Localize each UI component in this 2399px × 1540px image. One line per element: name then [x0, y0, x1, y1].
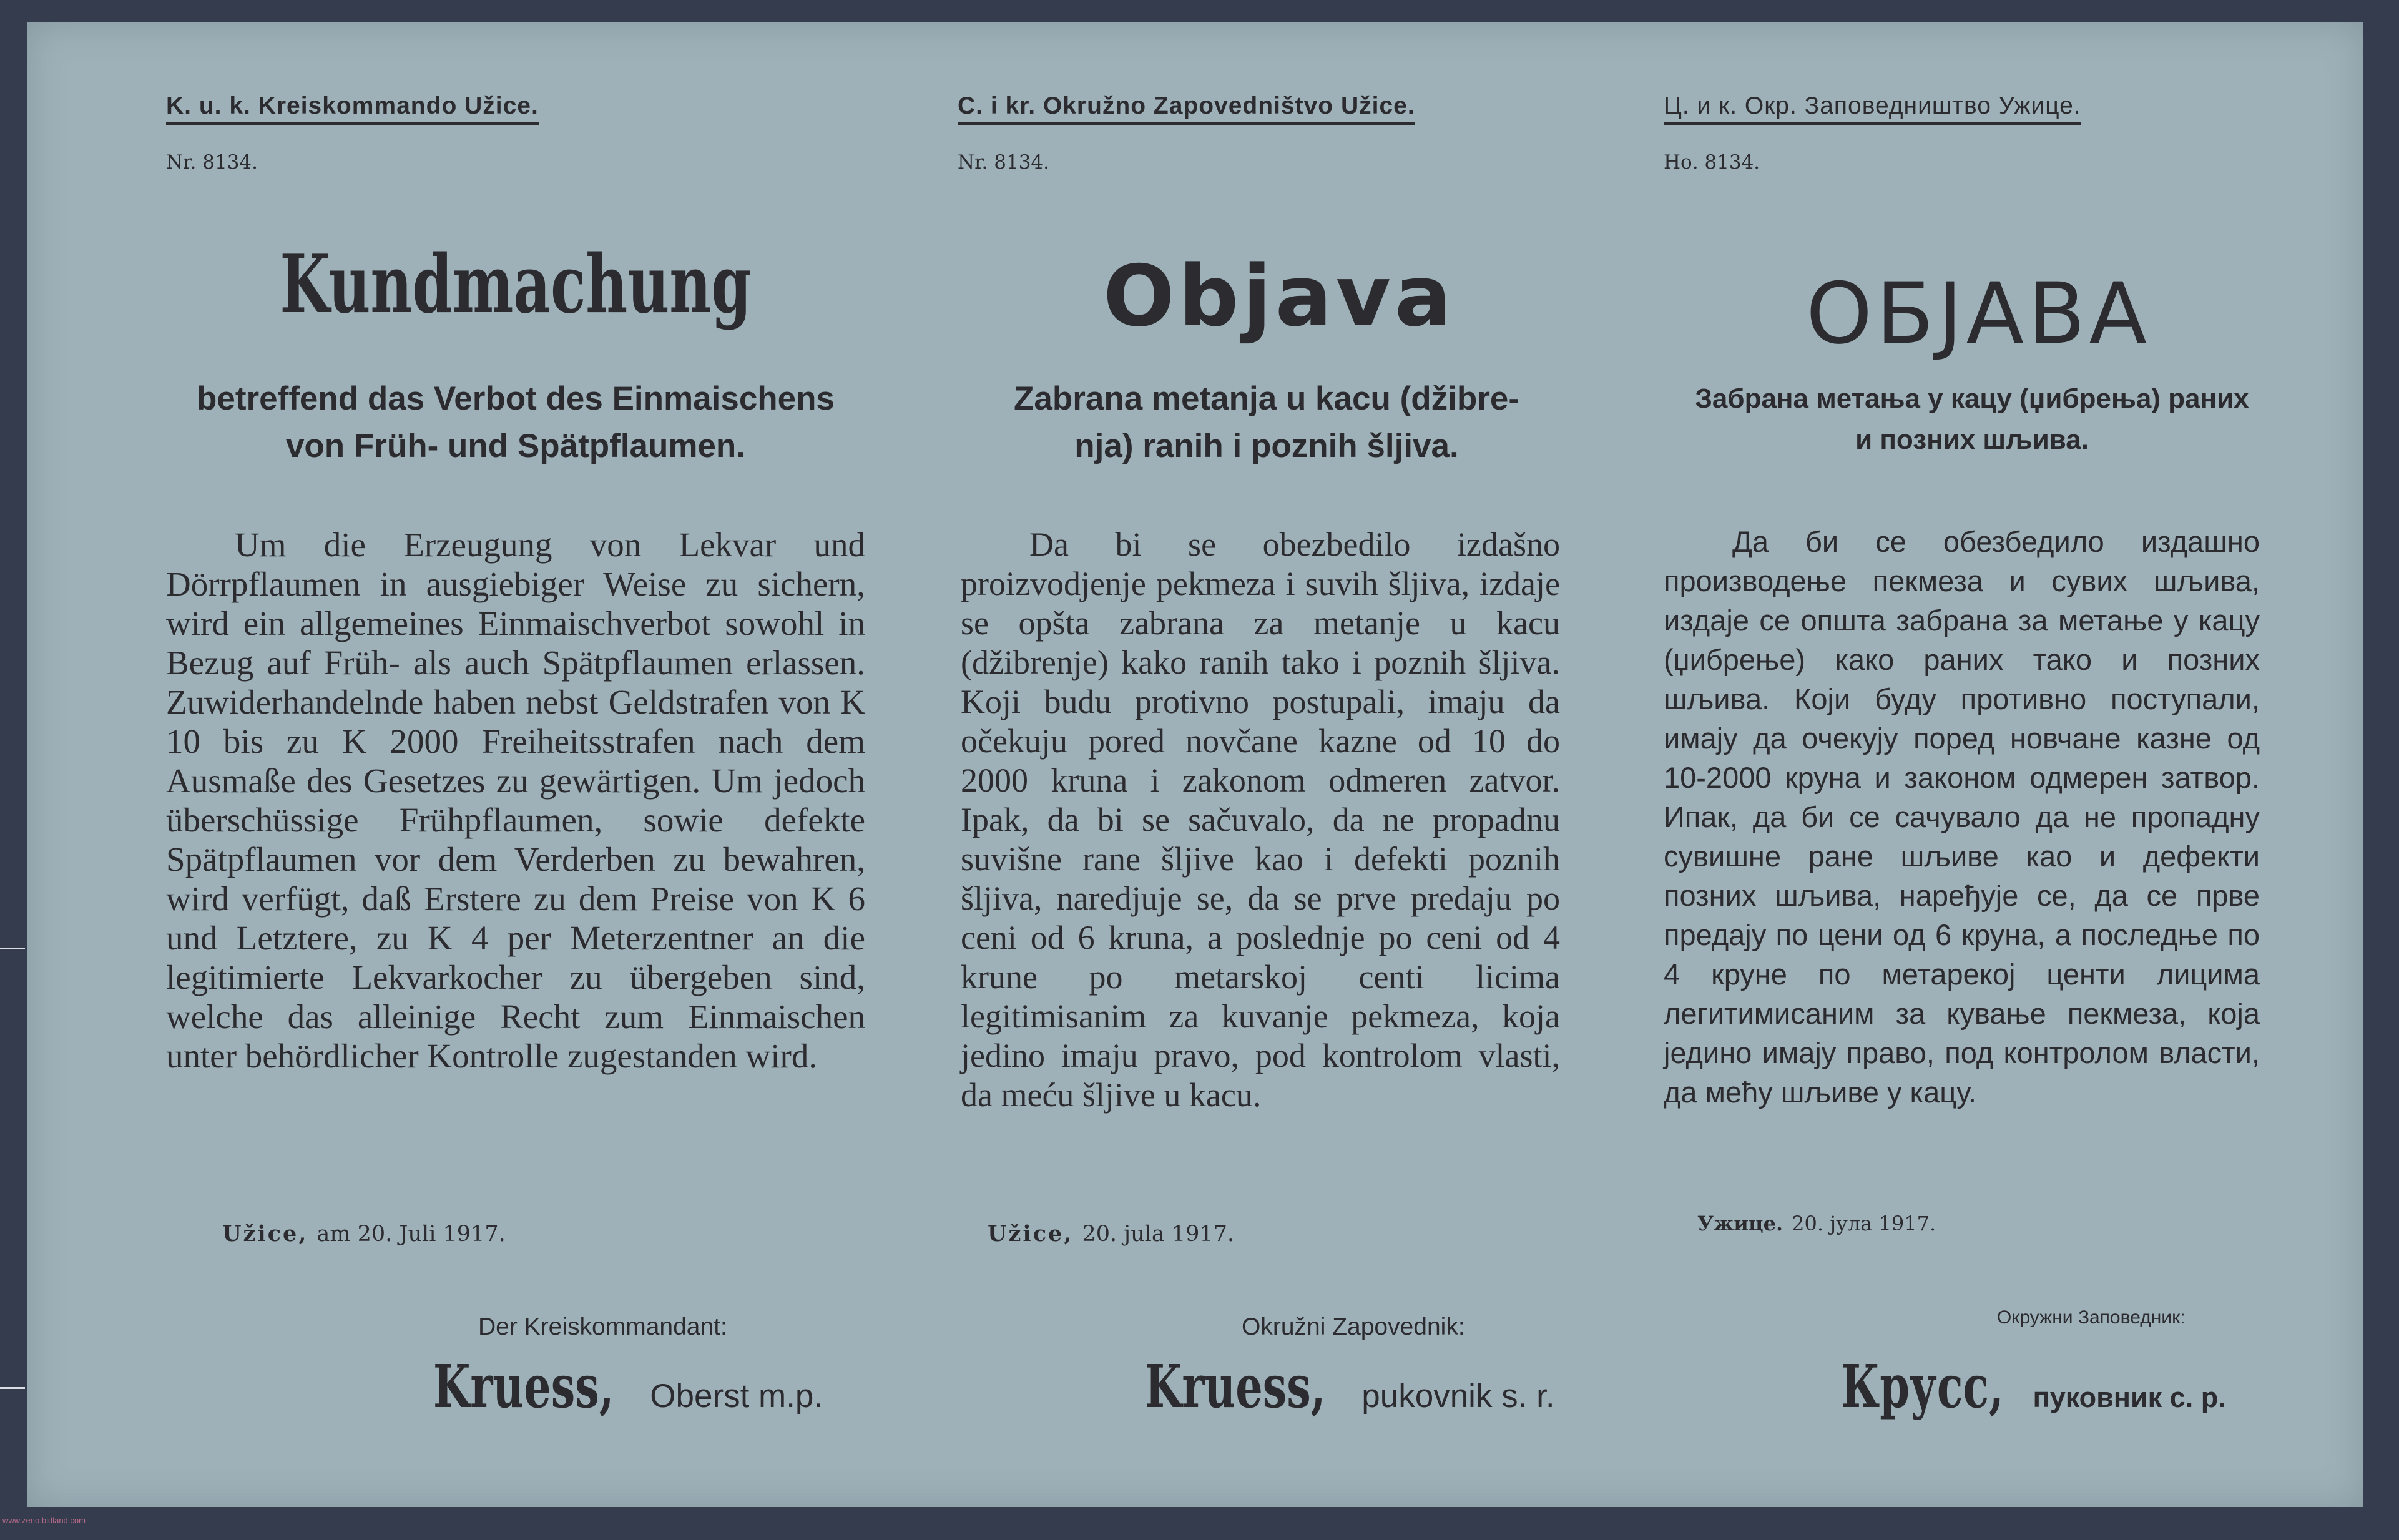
reference-number: Nr. 8134.	[958, 151, 1049, 174]
signature	[1841, 1352, 2226, 1421]
signature	[1145, 1352, 1555, 1421]
body-paragraph: Da bi se obezbedilo izdašno proizvodjenje pekmeza i suvih šljiva, izdaje se opšta zabrana za metanje u kacu (džibrenje) kako ranih tako i poznih šljiva. Koji budu protivno postupali, imaju da očekuju pored novčane kazne od 10 do 2000 kruna i zakonom odmeren zatvor. Ipak, da bi se sačuvalo, da ne propadnu suvišne rane šljive kao i defekti poznih šljiva, naredjuje se, da se prve predaju po ceni od 6 kruna, a poslednje po ceni od 4 krune po metarskoj centi licima legitimisanim za kuvanje pekmeza, koja jedino imaju pravo, pod kontrolom vlasti, da meću šljive u kacu.	[961, 526, 1560, 1114]
subtitle-line: и позних шљива.	[1855, 424, 2089, 455]
signature	[433, 1352, 823, 1421]
signer-rank: Oberst m.p.	[650, 1378, 823, 1415]
body-text	[166, 525, 865, 1076]
place-and-date	[1697, 1212, 1936, 1235]
serbian-cyrillic-column	[1629, 22, 2328, 1507]
signer-rank: пуковник с. р.	[2033, 1381, 2226, 1413]
signer-name: Крусс,	[1841, 1352, 2004, 1421]
margin-mark	[0, 1387, 25, 1389]
margin-mark	[0, 948, 25, 949]
subtitle-line: von Früh- und Spätpflaumen.	[285, 428, 746, 464]
authority-line: C. i kr. Okružno Zapovedništvo Užice.	[958, 92, 1415, 125]
watermark-text: www.zeno.bidland.com	[2, 1516, 86, 1525]
signer-role: Okružni Zapovednik:	[1242, 1313, 1465, 1340]
authority-line: Ц. и к. Окр. Заповедништво Ужице.	[1664, 92, 2081, 125]
signer-name: Kruess,	[1145, 1352, 1326, 1421]
date: 20. jula 1917.	[1082, 1222, 1235, 1247]
headline: Objava	[1103, 247, 1455, 345]
signer-role: Der Kreiskommandant:	[478, 1313, 727, 1340]
signer-name: Kruess,	[433, 1352, 614, 1421]
subtitle-line: betreffend das Verbot des Einmaischens	[196, 380, 835, 417]
signer-rank: pukovnik s. r.	[1361, 1378, 1555, 1415]
german-column	[166, 22, 865, 1507]
subtitle	[1641, 378, 2303, 461]
body-paragraph: Um die Erzeugung von Lekvar und Dörrpflaumen in ausgiebiger Weise zu sichern, wird ein allgemeines Einmaischverbot sowohl in Bezug auf Früh- als auch Spätpflaumen erlassen. Zuwiderhandelnde haben nebst Geldstrafen von K 10 bis zu K 2000 Freiheitsstrafen nach dem Ausmaße des Gesetzes zu gewärtigen. Um jedoch überschüssige Frühpflaumen, sowie defekte Spätpflaumen vor dem Verderben zu bewahren, wird verfügt, daß Erstere zu dem Preise von K 6 und Letztere, zu K 4 per Meterzentner an die legitimierte Lekvarkocher zu übergeben sind, welche das alleinige Recht zum Einmaischen unter behördlicher Kontrolle zugestanden wird.	[166, 526, 865, 1075]
subtitle-line: Zabrana metanja u kacu (džibre-	[1014, 380, 1519, 417]
signer-role: Окружни Заповедник:	[1997, 1307, 2186, 1328]
subtitle-line: Забрана метања у кацу (џибрења) раних	[1695, 383, 2249, 414]
authority-line: K. u. k. Kreiskommando Užice.	[166, 92, 539, 125]
date: 20. јула 1917.	[1792, 1212, 1936, 1235]
reference-number: Nr. 8134.	[166, 151, 258, 174]
serbian-latin-column	[930, 22, 1629, 1507]
subtitle-line: nja) ranih i poznih šljiva.	[1074, 428, 1459, 464]
reference-number: Но. 8134.	[1664, 151, 1760, 174]
body-text	[1664, 522, 2260, 1112]
proclamation-poster	[27, 22, 2363, 1507]
headline: ОБЈАВА	[1805, 265, 2151, 363]
subtitle	[166, 375, 865, 470]
place: Užice,	[988, 1221, 1074, 1247]
place-and-date	[988, 1221, 1234, 1247]
headline: Kundmachung	[280, 238, 752, 331]
place: Ужице.	[1697, 1212, 1783, 1235]
body-text	[961, 525, 1560, 1115]
body-paragraph: Да би се обезбедило издашно производење пекмеза и сувих шљива, издаје се општа забрана за метање у кацу (џибрење) како раних тако и позних шљива. Који буду противно поступали, имају да очекују поред новчане казне од 10-2000 круна и законом одмерен затвор. Ипак, да би се сачувало да не пропадну сувишне ране шљиве као и дефекти позних шљива, наређује се, да се прве предају по цени од 6 круна, а последње по 4 круне по метарекој центи лицима легитимисаним за кување пекмеза, која једино имају право, под контролом власти, да мећу шљиве у кацу.	[1664, 525, 2260, 1109]
place: Užice,	[222, 1221, 308, 1247]
date: am 20. Juli 1917.	[316, 1222, 506, 1247]
subtitle	[954, 375, 1579, 470]
place-and-date	[222, 1221, 506, 1247]
